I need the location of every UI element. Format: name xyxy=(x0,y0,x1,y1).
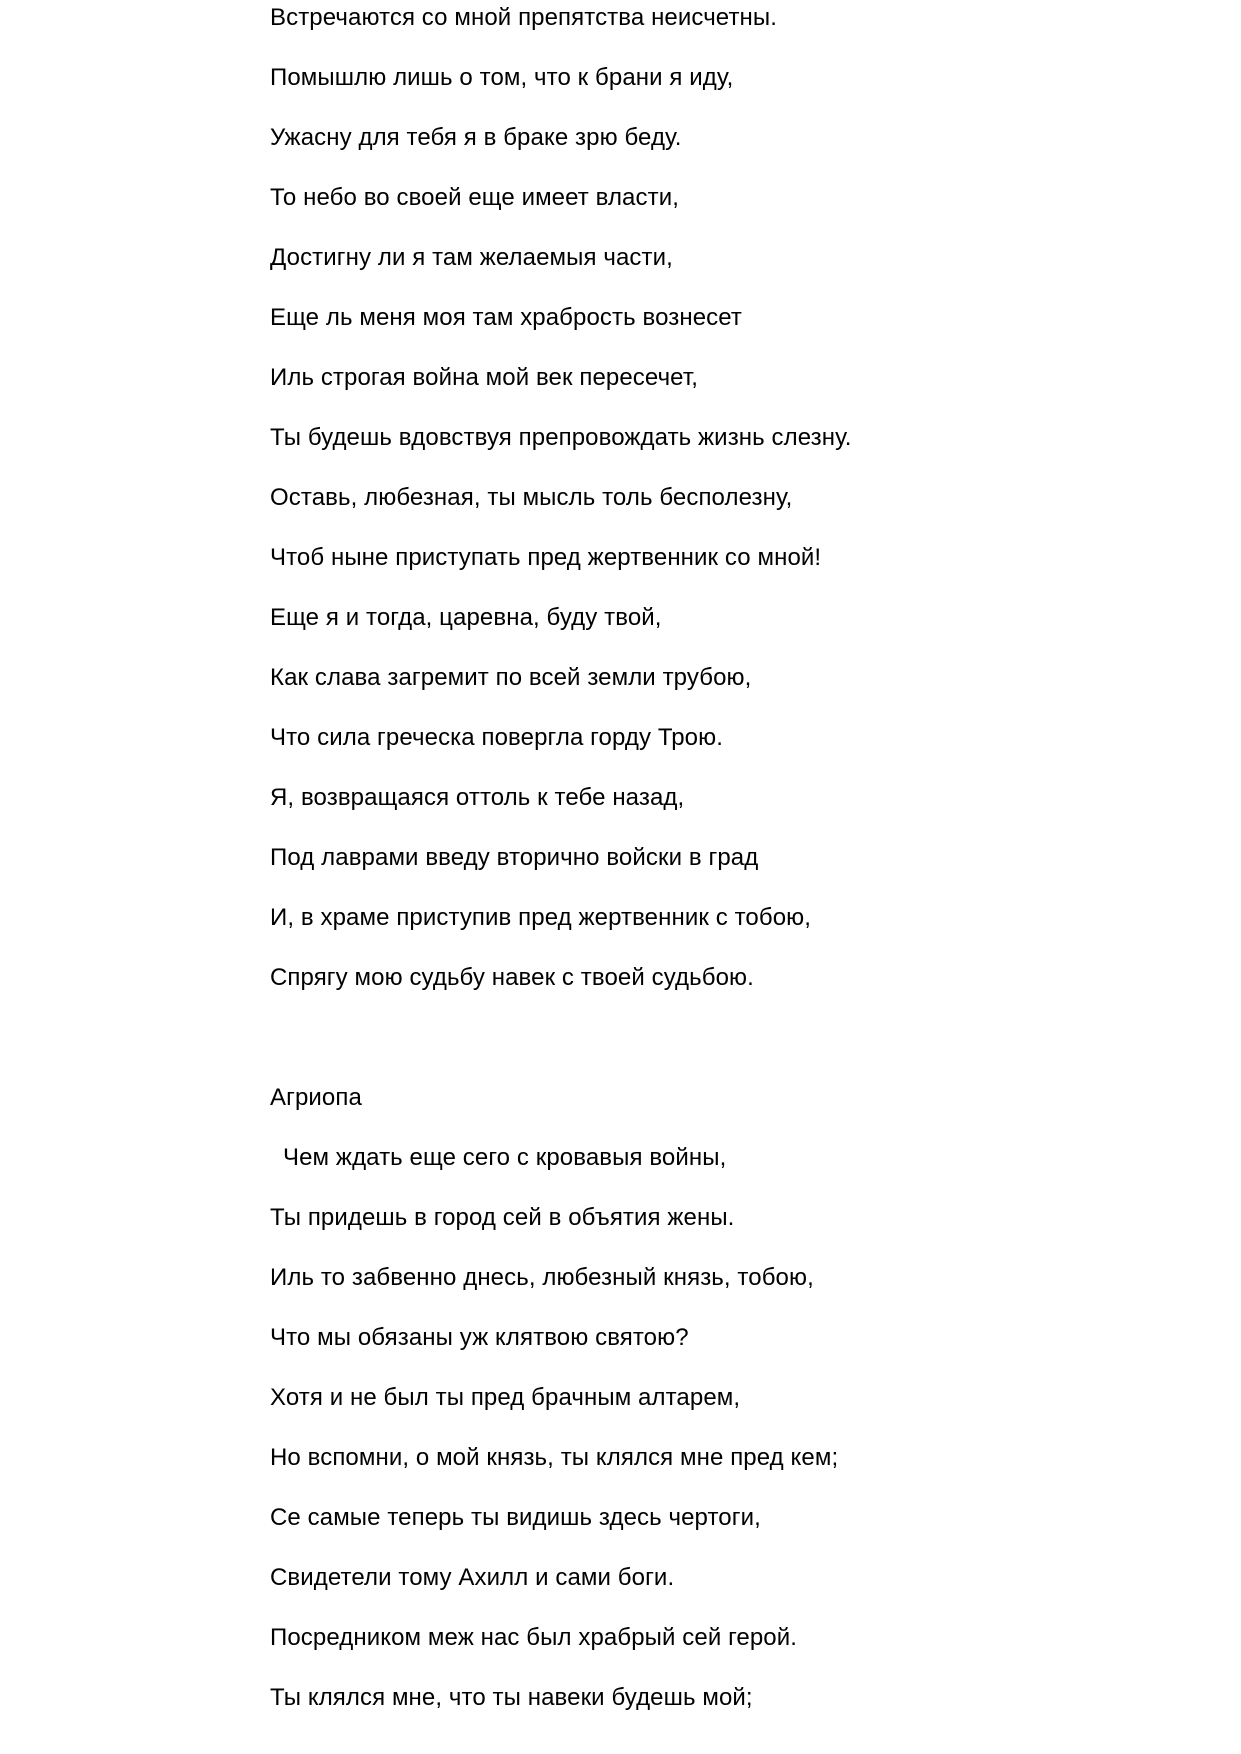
speaker-name: Агриопа xyxy=(270,1084,362,1111)
verse-line: Помышлю лишь о том, что к брани я иду, xyxy=(270,64,734,91)
verse-line: Но вспомни, о мой князь, ты клялся мне пред кем; xyxy=(270,1444,839,1471)
verse-line: Иль строгая война мой век пересечет, xyxy=(270,364,699,391)
verse-line: То небо во своей еще имеет власти, xyxy=(270,184,679,211)
verse-line: Иль то забвенно днесь, любезный князь, тобою, xyxy=(270,1264,814,1291)
verse-line: Чтоб ныне приступать пред жертвенник со мной! xyxy=(270,544,822,571)
verse-line: Как слава загремит по всей земли трубою, xyxy=(270,664,752,691)
verse-line: Что сила греческа повергла горду Трою. xyxy=(270,724,723,751)
verse-line: Ты придешь в город сей в объятия жены. xyxy=(270,1204,735,1231)
verse-line: Се самые теперь ты видишь здесь чертоги, xyxy=(270,1504,761,1531)
verse-line: Встречаются со мной препятства неисчетны. xyxy=(270,4,778,31)
verse-line: Достигну ли я там желаемыя части, xyxy=(270,244,673,271)
verse-line: Хотя и не был ты пред брачным алтарем, xyxy=(270,1384,741,1411)
verse-line: Посредником меж нас был храбрый сей герой. xyxy=(270,1624,798,1651)
verse-line: Еще ль меня моя там храбрость вознесет xyxy=(270,304,742,331)
verse-line: Под лаврами введу вторично войски в град xyxy=(270,844,759,871)
verse-line: Я, возвращаяся оттоль к тебе назад, xyxy=(270,784,685,811)
verse-line: Ужасну для тебя я в браке зрю беду. xyxy=(270,124,682,151)
verse-line: Ты клялся мне, что ты навеки будешь мой; xyxy=(270,1684,753,1711)
verse-line: Оставь, любезная, ты мысль толь бесполезну, xyxy=(270,484,793,511)
verse-line: Что мы обязаны уж клятвою святою? xyxy=(270,1324,689,1351)
verse-line: Еще я и тогда, царевна, буду твой, xyxy=(270,604,662,631)
verse-line: Свидетели тому Ахилл и сами боги. xyxy=(270,1564,675,1591)
verse-line: Спрягу мою судьбу навек с твоей судьбою. xyxy=(270,964,754,991)
verse-line: И, в храме приступив пред жертвенник с тобою, xyxy=(270,904,812,931)
verse-line: Ты будешь вдовствуя препровождать жизнь слезну. xyxy=(270,424,852,451)
verse-line: Чем ждать еще сего с кровавыя войны, xyxy=(283,1144,727,1171)
